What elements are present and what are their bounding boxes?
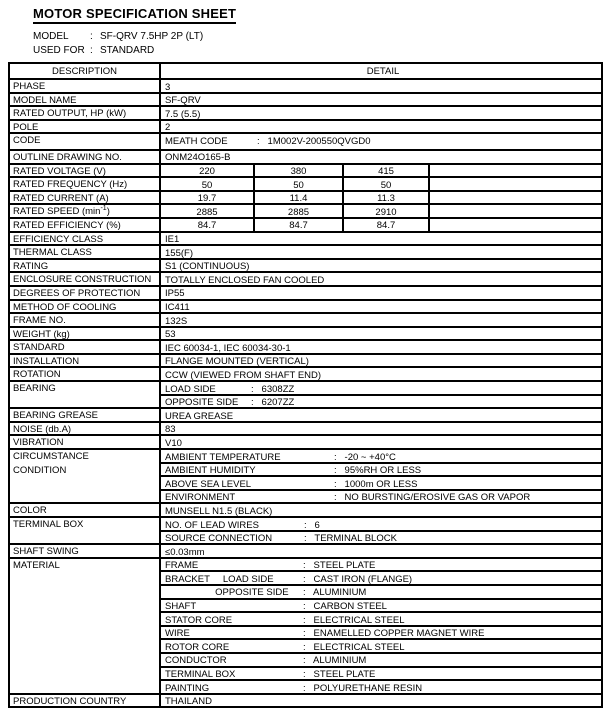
sub-row bbox=[161, 559, 601, 571]
sub-value: : CAST IRON (FLANGE) bbox=[303, 573, 413, 584]
row-value: 7.5 (5.5) bbox=[165, 108, 201, 119]
sub-value: : POLYURETHANE RESIN bbox=[303, 682, 423, 693]
sub-value: : ENAMELLED COPPER MAGNET WIRE bbox=[303, 628, 485, 639]
sub-value: : 1M002V-200550QVGD0 bbox=[257, 135, 371, 146]
sub-label: SHAFT bbox=[165, 601, 197, 612]
row-label: RATED CURRENT (A) bbox=[10, 192, 161, 204]
sub-row bbox=[161, 625, 601, 639]
sub-value: : 1000m OR LESS bbox=[334, 478, 418, 489]
row-label: OUTLINE DRAWING NO. bbox=[10, 151, 161, 163]
row-value: UREA GREASE bbox=[165, 410, 234, 421]
value-cell: 19.7 bbox=[161, 192, 255, 204]
table-row bbox=[10, 190, 601, 204]
sub-label: OPPOSITE SIDE bbox=[165, 397, 239, 408]
row-label: RATING bbox=[10, 260, 161, 272]
row-value: 2 bbox=[165, 122, 171, 133]
sub-value: : ELECTRICAL STEEL bbox=[303, 614, 405, 625]
row-label: RATED SPEED $(\min^{-1})$ bbox=[10, 205, 161, 217]
value-cell: 2910 bbox=[344, 205, 430, 217]
row-label: VIBRATION bbox=[10, 436, 161, 448]
sub-rows bbox=[161, 134, 601, 149]
row-label: CODE bbox=[10, 134, 161, 149]
row-label: SHAFT SWING bbox=[10, 545, 161, 557]
value-cell: 84.7 bbox=[255, 219, 344, 231]
row-value: SF-QRV bbox=[165, 95, 201, 106]
sub-value: : 6308ZZ bbox=[251, 383, 295, 394]
sub-label: STATOR CORE bbox=[165, 614, 233, 625]
sub-value: : NO BURSTING/EROSIVE GAS OR VAPOR bbox=[334, 492, 531, 503]
value-cell: 50 bbox=[161, 178, 255, 190]
col-header-detail: DETAIL bbox=[366, 66, 400, 78]
row-value: S1 (CONTINUOUS) bbox=[165, 261, 250, 272]
row-label: COLOR bbox=[10, 504, 161, 516]
sub-row bbox=[161, 382, 601, 394]
page-title: MOTOR SPECIFICATION SHEET bbox=[33, 6, 236, 24]
table-row bbox=[10, 231, 601, 245]
value-cell bbox=[430, 192, 601, 204]
row-label: FRAME NO. bbox=[10, 314, 161, 326]
sub-row bbox=[161, 666, 601, 680]
row-label: RATED EFFICIENCY (%) bbox=[10, 219, 161, 231]
row-label: CIRCUMSTANCE CONDITION bbox=[10, 450, 161, 502]
sub-label: WIRE bbox=[165, 628, 190, 639]
row-value: 155(F) bbox=[165, 247, 193, 258]
sub-row bbox=[161, 598, 601, 612]
table-row bbox=[10, 119, 601, 133]
sub-row bbox=[161, 652, 601, 666]
value-columns bbox=[161, 178, 601, 190]
sub-row bbox=[161, 584, 601, 598]
table-row bbox=[10, 693, 601, 707]
table-row bbox=[10, 203, 601, 217]
value-cell: 2885 bbox=[255, 205, 344, 217]
sub-label: FRAME bbox=[165, 560, 199, 571]
row-value: THAILAND bbox=[165, 696, 212, 707]
row-label: RATED OUTPUT, HP (kW) bbox=[10, 107, 161, 119]
table-row bbox=[10, 353, 601, 367]
table-row bbox=[10, 366, 601, 380]
sub-label: AMBIENT TEMPERATURE bbox=[165, 451, 281, 462]
sub-value: : 6207ZZ bbox=[251, 397, 295, 408]
table-row bbox=[10, 105, 601, 119]
value-cell: 84.7 bbox=[161, 219, 255, 231]
value-cell: 2885 bbox=[161, 205, 255, 217]
sub-label: PAINTING bbox=[165, 682, 210, 693]
table-row bbox=[10, 244, 601, 258]
row-label: EFFICIENCY CLASS bbox=[10, 233, 161, 245]
sub-label: ABOVE SEA LEVEL bbox=[165, 478, 252, 489]
sub-value: : STEEL PLATE bbox=[303, 560, 376, 571]
row-value: 83 bbox=[165, 424, 176, 435]
sub-rows bbox=[161, 450, 601, 502]
row-value: 53 bbox=[165, 329, 176, 340]
table-row bbox=[10, 516, 601, 543]
row-value: IC411 bbox=[165, 302, 190, 313]
table-row bbox=[10, 78, 601, 92]
table-row bbox=[10, 543, 601, 557]
sub-label: ROTOR CORE bbox=[165, 641, 230, 652]
table-row bbox=[10, 339, 601, 353]
sub-label: OPPOSITE SIDE bbox=[165, 587, 289, 598]
sub-value: : CARBON STEEL bbox=[303, 601, 387, 612]
col-header-description: DESCRIPTION bbox=[10, 64, 161, 78]
table-row bbox=[10, 434, 601, 448]
row-label: ROTATION bbox=[10, 368, 161, 380]
value-cell bbox=[430, 205, 601, 217]
value-cell bbox=[430, 165, 601, 177]
value-columns bbox=[161, 219, 601, 231]
table-row bbox=[10, 502, 601, 516]
row-label: THERMAL CLASS bbox=[10, 246, 161, 258]
row-value: V10 bbox=[165, 437, 182, 449]
table-row bbox=[10, 407, 601, 421]
value-columns bbox=[161, 165, 601, 177]
value-cell: 11.4 bbox=[255, 192, 344, 204]
row-value: 3 bbox=[165, 81, 171, 92]
sub-label: LOAD SIDE bbox=[165, 383, 216, 394]
sub-row bbox=[161, 134, 601, 146]
meta-row-model bbox=[33, 29, 236, 43]
table-row bbox=[10, 217, 601, 231]
sub-label: BRACKET LOAD SIDE bbox=[165, 573, 274, 584]
sub-label: SOURCE CONNECTION bbox=[165, 533, 273, 544]
row-label: RATED FREQUENCY (Hz) bbox=[10, 178, 161, 190]
table-row bbox=[10, 557, 601, 693]
row-value: IE1 bbox=[165, 234, 180, 245]
table-row bbox=[10, 271, 601, 285]
value-cell: 50 bbox=[255, 178, 344, 190]
row-label: BEARING bbox=[10, 382, 161, 407]
sub-label: TERMINAL BOX bbox=[165, 669, 236, 680]
sub-label: AMBIENT HUMIDITY bbox=[165, 465, 256, 476]
row-label: PRODUCTION COUNTRY bbox=[10, 695, 161, 707]
row-value: ONM24O165-B bbox=[165, 152, 231, 163]
model-value: SF-QRV 7.5HP 2P (LT) bbox=[100, 30, 204, 42]
sub-rows bbox=[161, 518, 601, 543]
used-for-value: STANDARD bbox=[100, 44, 155, 56]
document-header bbox=[33, 6, 236, 57]
value-cell: 220 bbox=[161, 165, 255, 177]
meta-block bbox=[33, 29, 236, 57]
spec-table bbox=[8, 62, 603, 708]
sub-label: NO. OF LEAD WIRES bbox=[165, 519, 259, 530]
value-columns bbox=[161, 192, 601, 204]
table-row bbox=[10, 421, 601, 435]
sub-value: : ELECTRICAL STEEL bbox=[303, 641, 405, 652]
row-value: 132S bbox=[165, 315, 188, 326]
value-cell bbox=[430, 178, 601, 190]
model-label: MODEL bbox=[33, 30, 69, 42]
sub-value: : ALUMINIUM bbox=[303, 655, 367, 666]
row-label: TERMINAL BOX bbox=[10, 518, 161, 543]
sub-rows bbox=[161, 382, 601, 407]
table-row bbox=[10, 258, 601, 272]
row-label: ENCLOSURE CONSTRUCTION bbox=[10, 273, 161, 285]
sub-value: : 95%RH OR LESS bbox=[334, 465, 422, 476]
row-label: BEARING GREASE bbox=[10, 409, 161, 421]
sub-value: : -20 ~ +40°C bbox=[334, 451, 396, 462]
sub-rows bbox=[161, 559, 601, 693]
value-columns bbox=[161, 205, 601, 217]
table-header-row bbox=[10, 64, 601, 78]
sub-value: : STEEL PLATE bbox=[303, 669, 376, 680]
sub-row bbox=[161, 475, 601, 489]
meta-row-used-for bbox=[33, 43, 236, 57]
sub-row bbox=[161, 462, 601, 476]
row-label: METHOD OF COOLING bbox=[10, 301, 161, 313]
row-value: CCW (VIEWED FROM SHAFT END) bbox=[165, 369, 322, 381]
row-label: INSTALLATION bbox=[10, 355, 161, 367]
sub-value: : TERMINAL BLOCK bbox=[304, 533, 397, 544]
row-label: POLE bbox=[10, 121, 161, 133]
row-value: FLANGE MOUNTED (VERTICAL) bbox=[165, 356, 309, 367]
sub-row bbox=[161, 518, 601, 530]
row-label: MODEL NAME bbox=[10, 94, 161, 106]
sub-label: ENVIRONMENT bbox=[165, 492, 236, 503]
sub-row bbox=[161, 679, 601, 693]
sub-label: MEATH CODE bbox=[165, 135, 228, 146]
row-value: IEC 60034-1, IEC 60034-30-1 bbox=[165, 342, 291, 353]
row-label: DEGREES OF PROTECTION bbox=[10, 287, 161, 299]
row-label: MATERIAL bbox=[10, 559, 161, 693]
used-for-colon: : bbox=[90, 44, 93, 56]
row-label: WEIGHT (kg) bbox=[10, 328, 161, 340]
table-row bbox=[10, 285, 601, 299]
sub-value: : 6 bbox=[304, 519, 320, 530]
table-row bbox=[10, 380, 601, 407]
row-value: TOTALLY ENCLOSED FAN COOLED bbox=[165, 274, 325, 285]
value-cell: 50 bbox=[344, 178, 430, 190]
value-cell: 11.3 bbox=[344, 192, 430, 204]
sub-row bbox=[161, 570, 601, 584]
value-cell bbox=[430, 219, 601, 231]
value-cell: 84.7 bbox=[344, 219, 430, 231]
row-label: STANDARD bbox=[10, 341, 161, 353]
row-value: IP55 bbox=[165, 288, 185, 299]
row-label: NOISE (db.A) bbox=[10, 423, 161, 435]
table-row bbox=[10, 176, 601, 190]
table-row bbox=[10, 163, 601, 177]
sub-row bbox=[161, 530, 601, 544]
model-colon: : bbox=[90, 30, 93, 42]
table-row bbox=[10, 132, 601, 149]
row-label: RATED VOLTAGE (V) bbox=[10, 165, 161, 177]
value-cell: 380 bbox=[255, 165, 344, 177]
row-value: ≤0.03mm bbox=[165, 546, 205, 557]
table-row bbox=[10, 326, 601, 340]
sub-row bbox=[161, 450, 601, 462]
table-row bbox=[10, 448, 601, 502]
row-label: PHASE bbox=[10, 80, 161, 92]
sub-row bbox=[161, 394, 601, 408]
table-row bbox=[10, 312, 601, 326]
sub-value: : ALUMINIUM bbox=[303, 587, 367, 598]
table-row bbox=[10, 92, 601, 106]
row-value: MUNSELL N1.5 (BLACK) bbox=[165, 505, 273, 516]
sub-row bbox=[161, 638, 601, 652]
table-row bbox=[10, 299, 601, 313]
table-row bbox=[10, 149, 601, 163]
used-for-label: USED FOR bbox=[33, 44, 85, 56]
sub-row bbox=[161, 489, 601, 503]
sub-label: CONDUCTOR bbox=[165, 655, 227, 666]
sub-row bbox=[161, 611, 601, 625]
value-cell: 415 bbox=[344, 165, 430, 177]
